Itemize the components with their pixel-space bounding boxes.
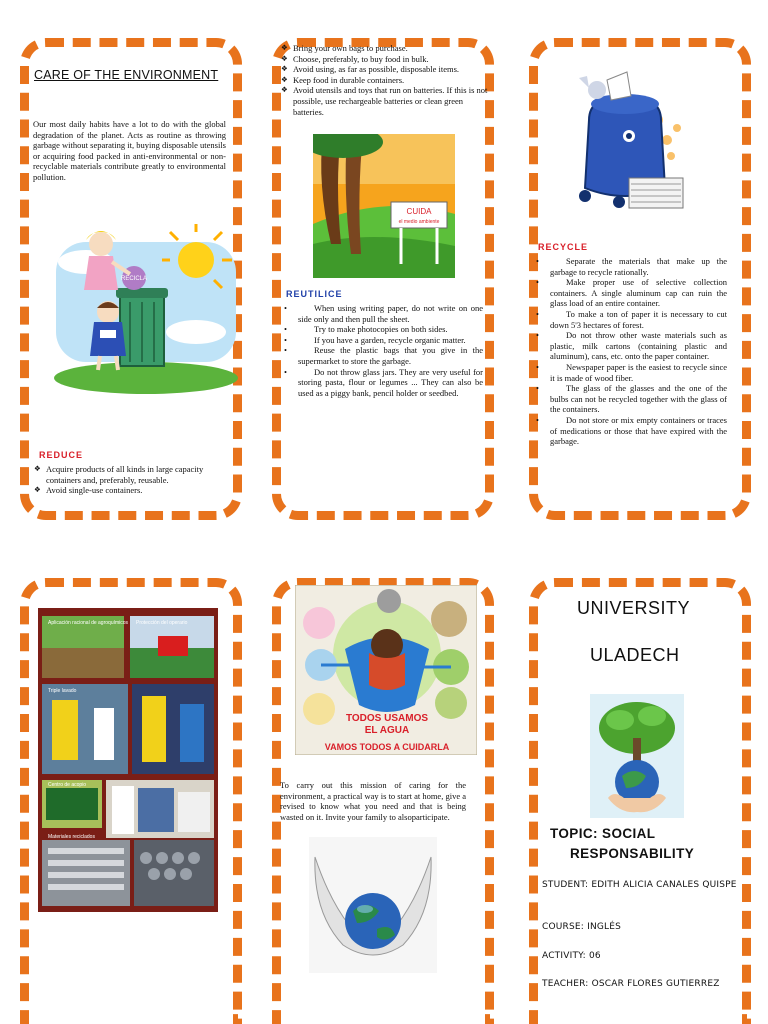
activity-number: ACTIVITY: 06 <box>542 951 601 961</box>
list-item: ❖ Avoid using, as far as possible, disposable items. <box>281 64 489 75</box>
list-item: ❖ Choose, preferably, to buy food in bulk. <box>281 54 489 65</box>
topic-label-line2: RESPONSABILITY <box>570 846 695 861</box>
list-item: • Do not throw glass jars. They are very useful for storing pasta, flour or legumes ... They can also be used as a piggy bank, pencil holder or seedbed. <box>284 367 483 399</box>
poster-line3: VAMOS TODOS A CUIDARLA <box>324 742 450 752</box>
list-item: • Do not store or mix empty containers or traces of medications or those that have expired with the garbage. <box>536 415 727 447</box>
list-item: ❖ Avoid utensils and toys that run on batteries. If this is not possible, use rechargeable batteries or clean green batteries. <box>281 85 489 117</box>
teacher-name: TEACHER: OSCAR FLORES GUTIERREZ <box>542 979 720 989</box>
panel1-intro: Our most daily habits have a lot to do with the global degradation of the planet. Acts as routine as throwing garbage without separating it, buying disposable utensils or acquiring food packed in anti-environmental or non-recyclable materials contribute greatly to environmental pollution. <box>33 119 226 182</box>
hands-holding-earth-image <box>309 837 437 973</box>
kids-recycling-illustration <box>46 222 246 394</box>
list-item: • Do not throw other waste materials such as plastic, milk cartons (containing plastic and aluminum), cans, etc. onto the paper container. <box>536 330 727 362</box>
list-item: • Separate the materials that make up the garbage to recycle rationally. <box>536 256 727 277</box>
collage-label: Centro de acopio <box>48 782 87 788</box>
collage-label: Triple lavado <box>48 688 77 694</box>
topic-label: TOPIC: SOCIAL <box>550 826 656 841</box>
svg-text:RECICLA: RECICLA <box>120 276 148 282</box>
list-item: • When using writing paper, do not write on one side only and then pull the sheet. <box>284 303 483 324</box>
list-item: ❖ Keep food in durable containers. <box>281 75 489 86</box>
university-label: UNIVERSITY <box>577 598 691 618</box>
water-poster <box>295 585 477 755</box>
student-name: STUDENT: EDITH ALICIA CANALES QUISPE <box>542 880 737 890</box>
tips-list <box>281 43 489 117</box>
list-item: ❖ Bring your own bags to purchase. <box>281 43 489 54</box>
poster-line1: TODOS USAMOS <box>345 713 429 724</box>
agrochemical-collage <box>38 608 218 912</box>
forest-sign-illustration <box>313 134 455 278</box>
collage-label: Protección del operario <box>136 620 188 626</box>
list-item: • To make a ton of paper it is necessary to cut down 5'3 hectares of forest. <box>536 309 727 330</box>
reduce-heading: REDUCE <box>39 450 84 460</box>
list-item: • Reuse the plastic bags that you give in the supermarket to store the garbage. <box>284 345 483 366</box>
course-name: COURSE: INGLÉS <box>542 922 622 932</box>
poster-line2: EL AGUA <box>364 725 410 736</box>
reuse-heading: REUTILICE <box>286 289 343 299</box>
list-item: ❖ Avoid single-use containers. <box>34 485 234 496</box>
list-item: • Newspaper paper is the easiest to recycle since it is made of wood fiber. <box>536 362 727 383</box>
collage-label: Aplicación racional de agroquímicos <box>48 620 129 626</box>
list-item: ❖ Acquire products of all kinds in large capacity containers and, preferably, reusable. <box>34 464 234 485</box>
list-item: • Make proper use of selective collection containers. A single aluminum cap can ruin the glass load of an entire container. <box>536 277 727 309</box>
recycle-list <box>536 256 727 447</box>
list-item: • The glass of the glasses and the one of the bulbs can not be recycled together with the glass of the containers. <box>536 383 727 415</box>
recycle-heading: RECYCLE <box>538 242 589 252</box>
tree-on-globe-image <box>590 694 684 818</box>
reduce-list <box>34 464 234 496</box>
mission-paragraph: To carry out this mission of caring for the environment, a practical way is to start at home, give a revised to know what you need and that is being wasted on it. Invite your family to alsoparticipate. <box>280 780 466 822</box>
sign-subtext: el medio ambiente <box>398 219 440 225</box>
recycling-bin-illustration <box>567 70 691 220</box>
list-item: • Try to make photocopies on both sides. <box>284 324 483 335</box>
reuse-list <box>284 303 483 398</box>
university-name: ULADECH <box>590 645 680 665</box>
collage-label: Materiales reciclados <box>48 834 95 840</box>
list-item: • If you have a garden, recycle organic matter. <box>284 335 483 346</box>
sign-text: CUIDA <box>406 207 432 216</box>
panel1-title: CARE OF THE ENVIRONMENT <box>34 68 219 82</box>
